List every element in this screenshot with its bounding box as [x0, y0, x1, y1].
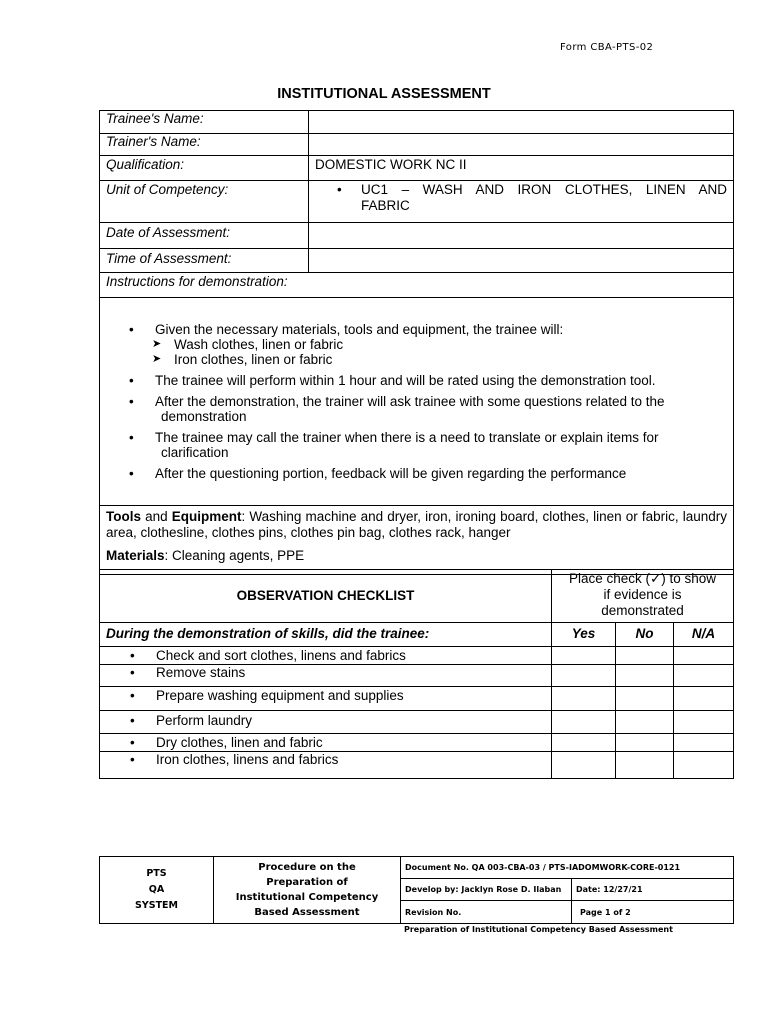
bullet-icon: •	[130, 713, 135, 728]
table-row	[100, 734, 734, 752]
na-check-cell[interactable]	[674, 734, 734, 752]
document-number: Document No. QA 003-CBA-03 / PTS-IADOMWORK-CORE-0121	[401, 857, 734, 879]
pts-qa-system: PTS QA SYSTEM	[100, 857, 214, 924]
bullet-icon: •	[130, 688, 135, 703]
trainee-name-field[interactable]	[309, 111, 734, 134]
instruction-text: The trainee will perform within 1 hour and will be rated using the demonstration tool.	[155, 373, 656, 388]
yes-check-cell[interactable]	[552, 752, 616, 779]
yes-check-cell[interactable]	[552, 734, 616, 752]
bullet-icon: •	[130, 665, 135, 680]
tools-paragraph: Tools and Equipment: Washing machine and dryer, iron, ironing board, clothes, linen or fabric, laundry area, clothesline, clothes pins, clothes pin bag, clothes rack, hanger	[106, 509, 727, 540]
instruction-text: The trainee may call the trainer when there is a need to translate or explain items for	[155, 430, 659, 445]
materials-paragraph: Materials: Cleaning agents, PPE	[106, 548, 305, 563]
no-check-cell[interactable]	[616, 752, 674, 779]
bullet-icon: •	[129, 322, 134, 337]
qualification-value: DOMESTIC WORK NC II	[309, 156, 734, 181]
developed-by: Develop by: Jacklyn Rose D. Ilaban	[401, 879, 572, 901]
no-check-cell[interactable]	[616, 647, 674, 665]
col-no-header: No	[616, 623, 674, 647]
unit-line-2: FABRIC	[361, 198, 410, 213]
instruction-text: After the demonstration, the trainer will ask trainee with some questions related to the	[155, 394, 665, 409]
bullet-icon: •	[129, 466, 134, 481]
no-check-cell[interactable]	[616, 665, 674, 687]
na-check-cell[interactable]	[674, 687, 734, 711]
table-row	[100, 665, 734, 687]
instruction-continuation: demonstration	[161, 409, 247, 424]
instruction-item	[106, 430, 727, 460]
time-of-assessment-label: Time of Assessment:	[100, 249, 309, 273]
checklist-item: Dry clothes, linen and fabric	[156, 735, 323, 750]
yes-check-cell[interactable]	[552, 711, 616, 734]
checklist-item: Prepare washing equipment and supplies	[156, 688, 404, 703]
form-code: Form CBA-PTS-02	[560, 42, 654, 53]
checklist-item: Iron clothes, linens and fabrics	[156, 752, 339, 767]
bullet-icon: •	[130, 735, 135, 750]
tools-and-materials	[100, 506, 734, 575]
instructions-list	[100, 298, 734, 506]
yes-check-cell[interactable]	[552, 665, 616, 687]
table-row	[100, 711, 734, 734]
trainer-name-field[interactable]	[309, 134, 734, 156]
instruction-text: After the questioning portion, feedback will be given regarding the performance	[155, 466, 627, 481]
footer-note: Preparation of Institutional Competency Based Assessment	[404, 925, 673, 934]
bullet-icon: •	[129, 430, 134, 445]
place-check-instruction: Place check (✓) to show if evidence is demonstrated	[552, 570, 734, 623]
checklist-item: Remove stains	[156, 665, 246, 680]
sub-item: ➤ Iron clothes, linen or fabric	[152, 352, 333, 367]
na-check-cell[interactable]	[674, 711, 734, 734]
checklist-title: OBSERVATION CHECKLIST	[100, 570, 552, 623]
revision-number: Revision No.	[401, 901, 572, 924]
qualification-label: Qualification:	[100, 156, 309, 181]
na-check-cell[interactable]	[674, 665, 734, 687]
instruction-continuation: clarification	[161, 445, 229, 460]
trainee-name-label: Trainee's Name:	[100, 111, 309, 134]
sub-item: ➤ Wash clothes, linen or fabric	[152, 337, 344, 352]
arrow-icon: ➤	[152, 338, 162, 350]
bullet-icon: •	[129, 394, 134, 409]
bullet-icon: •	[130, 648, 135, 663]
no-check-cell[interactable]	[616, 734, 674, 752]
na-check-cell[interactable]	[674, 752, 734, 779]
table-row	[100, 647, 734, 665]
bullet-icon: •	[129, 373, 134, 388]
no-check-cell[interactable]	[616, 711, 674, 734]
unit-line-1: UC1 – WASH AND IRON CLOTHES, LINEN AND	[361, 182, 727, 197]
checklist-item: Check and sort clothes, linens and fabrics	[156, 648, 406, 663]
yes-check-cell[interactable]	[552, 647, 616, 665]
time-of-assessment-field[interactable]	[309, 249, 734, 273]
date-of-assessment-field[interactable]	[309, 223, 734, 249]
col-yes-header: Yes	[552, 623, 616, 647]
footer-table	[99, 856, 734, 924]
observation-checklist-table	[99, 569, 734, 779]
procedure-title: Procedure on the Preparation of Institutional Competency Based Assessment	[214, 857, 401, 924]
na-check-cell[interactable]	[674, 647, 734, 665]
instruction-item	[106, 373, 727, 388]
arrow-icon: ➤	[152, 353, 162, 365]
bullet-icon: •	[130, 752, 135, 767]
instruction-item	[106, 466, 727, 481]
page-number: Page 1 of 2	[572, 901, 734, 924]
date-of-assessment-label: Date of Assessment:	[100, 223, 309, 249]
document-date: Date: 12/27/21	[572, 879, 734, 901]
table-row	[100, 752, 734, 779]
checklist-item: Perform laundry	[156, 713, 253, 728]
instructions-label: Instructions for demonstration:	[100, 273, 734, 298]
instruction-text: Given the necessary materials, tools and equipment, the trainee will:	[155, 322, 564, 337]
checklist-question: During the demonstration of skills, did the trainee:	[100, 623, 552, 647]
trainer-name-label: Trainer's Name:	[100, 134, 309, 156]
instruction-item	[106, 322, 727, 367]
yes-check-cell[interactable]	[552, 687, 616, 711]
page-title: INSTITUTIONAL ASSESSMENT	[277, 86, 491, 102]
unit-of-competency-label: Unit of Competency:	[100, 181, 309, 223]
instruction-item	[106, 394, 727, 424]
assessment-info-table	[99, 110, 734, 575]
no-check-cell[interactable]	[616, 687, 674, 711]
bullet-icon: •	[337, 182, 342, 197]
col-na-header: N/A	[674, 623, 734, 647]
table-row	[100, 687, 734, 711]
unit-of-competency-value	[309, 181, 734, 223]
